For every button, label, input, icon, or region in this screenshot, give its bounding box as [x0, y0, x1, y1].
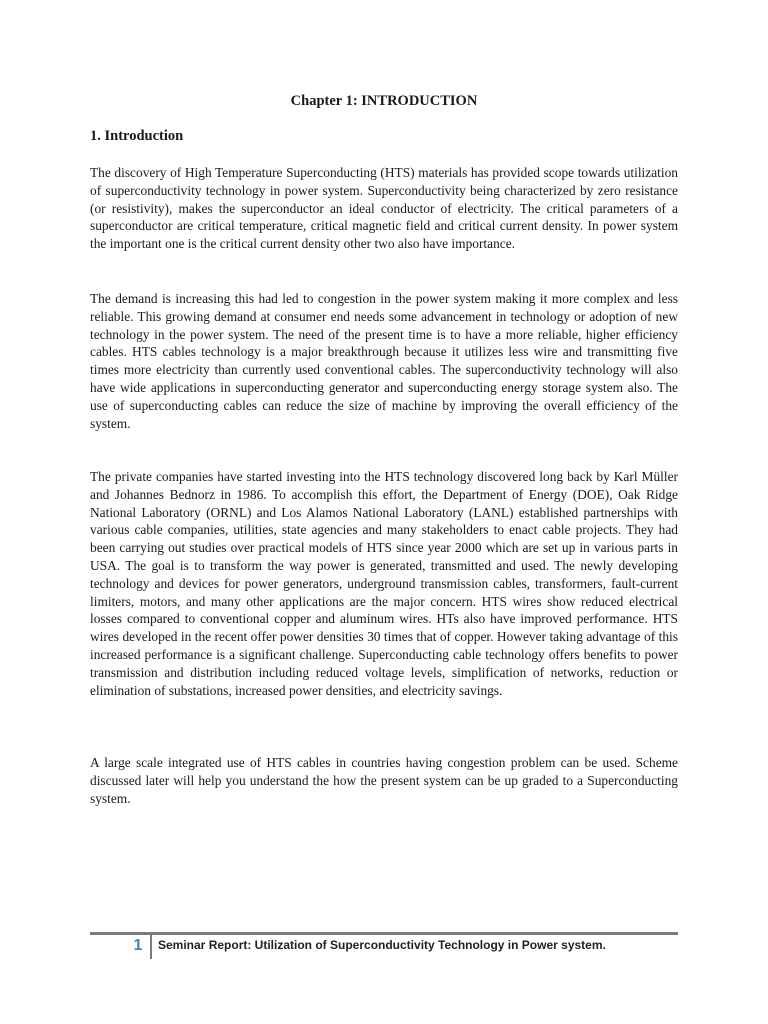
paragraph-4: A large scale integrated use of HTS cables in countries having congestion problem can be used. Scheme discussed later will help you understand the how the present system can be up graded to a Superconducting system. [90, 755, 678, 806]
section-heading: 1. Introduction [90, 128, 184, 144]
footer-report-title: Seminar Report: Utilization of Superconductivity Technology in Power system. [158, 938, 606, 952]
chapter-title: Chapter 1: INTRODUCTION [290, 93, 478, 109]
paragraph-1: The discovery of High Temperature Superconducting (HTS) materials has provided scope towards utilization of superconductivity technology in power system. Superconductivity being characterized by zero resistance (or resistivity), makes the superconductor an ideal conductor of electricity. The critical parameters of a superconductor are critical temperature, critical magnetic field and critical current density. In power system the important one is the critical current density other two also have importance. [90, 165, 678, 252]
paragraph-3: The private companies have started investing into the HTS technology discovered long back by Karl Müller and Johannes Bednorz in 1986. To accomplish this effort, the Department of Energy (DOE), Oak Ridge National Laboratory (ORNL) and Los Alamos National Laboratory (LANL) established partnerships with various cable companies, utilities, state agencies and many stakeholders to enact cable projects. They had been carrying out studies over practical models of HTS since year 2000 which are set up in various parts in USA. The goal is to transform the way power is generated, transmitted and used. The newly developing technology and devices for power generators, underground transmission cables, transformers, fault-current limiters, motors, and many other applications are the major concern. HTS wires show reduced electrical losses compared to conventional copper and aluminum wires. HTs also have improved performance. HTS wires developed in the recent offer power densities 30 times that of copper. However taking advantage of this increased performance is a significant challenge. Superconducting cable technology offers benefits to power transmission and distribution including reduced voltage levels, simplification of networks, reduction or elimination of substations, increased power densities, and electricity savings. [90, 469, 678, 698]
paragraph-2: The demand is increasing this had led to congestion in the power system making it more complex and less reliable. This growing demand at consumer end needs some advancement in technology or adoption of new technology in the power system. The need of the present time is to have a more reliable, higher efficiency cables. HTS cables technology is a major breakthrough because it utilizes less wire and transmitting five times more electricity than currently used conventional cables. The superconductivity technology will also have wide applications in superconducting generator and superconducting energy storage system also. The use of superconducting cables can reduce the size of machine by improving the overall efficiency of the system. [90, 291, 678, 431]
footer-page-number: 1 [133, 937, 143, 954]
footer-rule [90, 932, 678, 935]
footer-divider [150, 935, 152, 959]
